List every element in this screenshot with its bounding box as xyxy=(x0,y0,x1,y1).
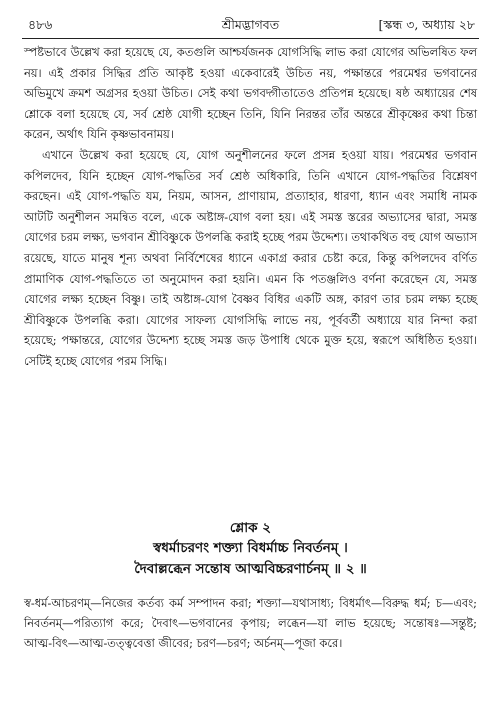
book-title: শ্রীমদ্ভাগবত xyxy=(221,17,280,32)
page-number: ৪৮৬ xyxy=(28,17,53,32)
purport-paragraph-2: এখানে উল্লেখ করা হয়েছে যে, যোগ অনুশীলনের ফলে প্রসন্ন হওয়া যায়। পরমেশ্বর ভগবান কপিলদেব, যিনি হচ্ছেন যোগ-পদ্ধতির সর্ব শ্রেষ্ঠ অধিকারি, তিনি এখানে যোগ-পদ্ধতির বিশ্লেষণ করছেন। এই যোগ-পদ্ধতি যম, নিয়ম, আসন, প্রাণায়াম, প্রত্যাহার, ধারণা, ধ্যান এবং সমাধি নামক আটটি অনুশীলন সমন্বিত বলে, একে অষ্টাঙ্গ-যোগ বলা হয়। এই সমস্ত স্তরের অভ্যাসের দ্বারা, সমস্ত যোগের চরম লক্ষ্য, ভগবান শ্রীবিষ্ণুকে উপলব্ধি করাই হচ্ছে পরম উদ্দেশ্য। তথাকথিত বহু যোগ অভ্যাস রয়েছে, যাতে মানুষ শূন্য অথবা নির্বিশেষের ধ্যানে একাগ্র করার চেষ্টা করে, কিন্তু কপিলদেব বর্ণিত প্রামাণিক যোগ-পদ্ধতিতে তা অনুমোদন করা হয়নি। এমন কি পতঞ্জলিও বর্ণনা করেছেন যে, সমস্ত যোগের লক্ষ্য হচ্ছেন বিষ্ণু। তাই অষ্টাঙ্গ-যোগ বৈষ্ণব বিধির একটি অঙ্গ, কারণ তার চরম লক্ষ্য হচ্ছে শ্রীবিষ্ণুকে উপলব্ধি করা। যোগের সাফল্য যোগসিদ্ধি লাভে নয়, পূর্ববর্তী অধ্যায়ে যার নিন্দা করা হয়েছে; পক্ষান্তরে, যোগের উদ্দেশ্য হচ্ছে সমস্ত জড় উপাধি থেকে মুক্ত হয়ে, স্বরূপে অধিষ্ঠিত হওয়া। সেটিই হচ্ছে যোগের পরম সিদ্ধি। xyxy=(24,147,477,368)
header-divider xyxy=(22,38,479,39)
section-reference: [স্কন্ধ ৩, অধ্যায় ২৮ xyxy=(378,17,475,32)
verse-line-1: স্বধর্মাচরণং শক্ত্যা বিধর্মাচ্চ নিবর্তনম্ । xyxy=(153,540,348,556)
purport-text xyxy=(24,42,477,372)
page-header xyxy=(14,14,487,36)
shloka-block xyxy=(24,518,477,580)
purport-paragraph-1: স্পষ্টভাবে উল্লেখ করা হয়েছে যে, কতগুলি আশ্চর্যজনক যোগসিদ্ধি লাভ করা যোগের অভিলষিত ফল নয়। এই প্রকার সিদ্ধির প্রতি আকৃষ্ট হওয়া একেবারেই উচিত নয়, পক্ষান্তরে পরমেশ্বর ভগবানের অভিমুখে ক্রমশ অগ্রসর হওয়া উচিত। সেই কথা ভগবদ্গীতাতেও প্রতিপন্ন হয়েছে। ষষ্ঠ অধ্যায়ের শেষ শ্লোকে বলা হয়েছে যে, সর্ব শ্রেষ্ঠ যোগী হচ্ছেন তিনি, যিনি নিরন্তর তাঁর অন্তরে শ্রীকৃষ্ণের কথা চিন্তা করেন, অর্থাৎ যিনি কৃষ্ণভাবনাময়। xyxy=(24,45,477,142)
verse-line-2: দৈবাল্লব্ধেন সন্তোষ আত্মবিচ্চরণার্চনম্ ॥ ২ ॥ xyxy=(134,561,367,577)
shloka-title: শ্লোক ২ xyxy=(229,520,272,536)
synonyms-text: স্ব-ধর্ম-আচরণম্—নিজের কর্তব্য কর্ম সম্পাদন করা; শক্ত্যা—যথাসাধ্য; বিধর্মাৎ—বিরুদ্ধ ধর্ম; চ—এবং; নিবর্তনম্—পরিত্যাগ করে; দৈবাৎ—ভগবানের কৃপায়; লব্ধেন—যা লাভ হয়েছে; সন্তোষঃ—সন্তুষ্ট; আত্ম-বিৎ—আত্ম-তত্ত্ববেত্তা জীবের; চরণ—চরণ; অর্চনম্—পূজা করে। xyxy=(24,596,477,650)
